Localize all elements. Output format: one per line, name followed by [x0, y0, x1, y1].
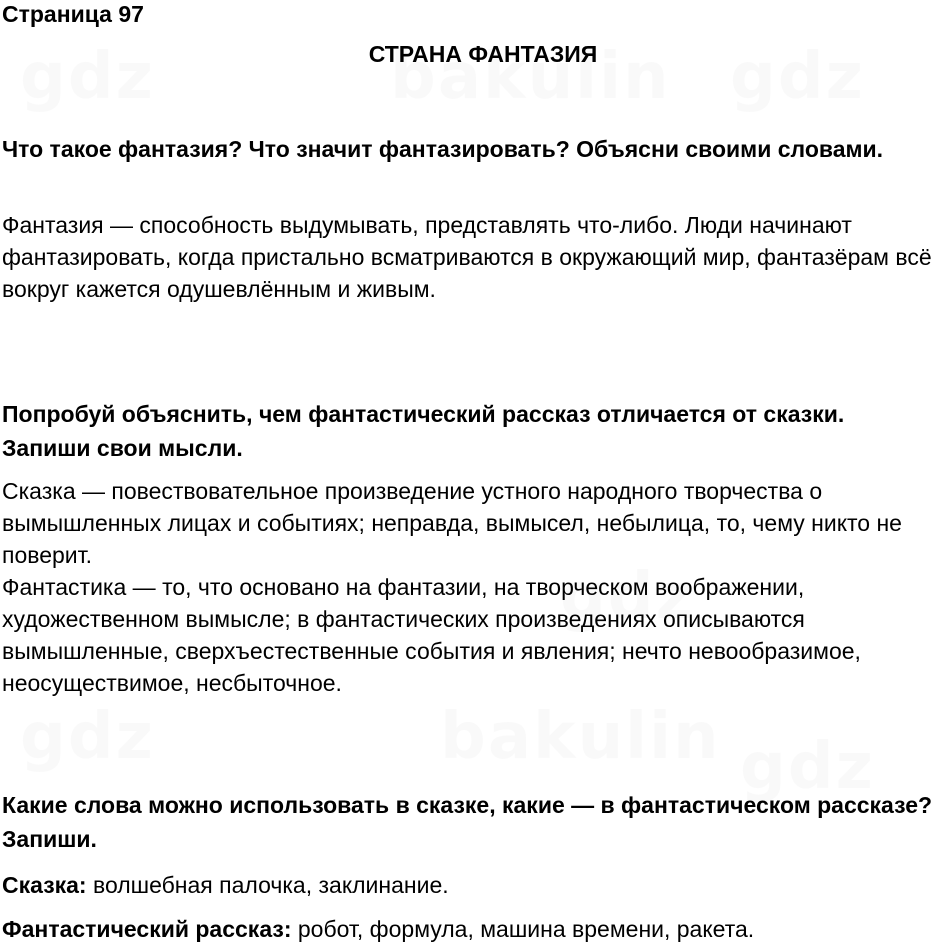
answer-3-text-fantastic: робот, формула, машина времени, ракета.	[291, 916, 755, 942]
page-number-label: Страница 97	[2, 1, 144, 27]
question-3: Какие слова можно использовать в сказке, какие — в фантастическом рассказе? Запиши.	[2, 792, 933, 852]
answer-1	[2, 209, 932, 305]
answer-3-text-skazka: волшебная палочка, заклинание.	[86, 872, 449, 898]
watermark-gdz	[20, 700, 155, 774]
answer-2	[2, 475, 932, 699]
question-1: Что такое фантазия? Что значит фантазировать? Объясни своими словами.	[2, 136, 884, 162]
answer-2-paragraph-skazka: Сказка — повествовательное произведение устного народного творчества о вымышленных лицах и событиях; неправда, вымысел, небылица, то, чему никто не поверит.	[2, 478, 902, 568]
answer-2-paragraph-fantastika: Фантастика — то, что основано на фантазии, на творческом воображении, художественном вымысле; в фантастических произведениях описываются вымышленные, сверхъестественные события и явления; нечто невообразимое, неосуществимое, несбыточное.	[2, 574, 861, 696]
page-title: СТРАНА ФАНТАЗИЯ	[368, 41, 598, 67]
answer-3-line-2	[2, 913, 932, 945]
answer-1-paragraph: Фантазия — способность выдумывать, представлять что-либо. Люди начинают фантазировать, когда пристально всматриваются в окружающий мир, фантазёрам всё вокруг кажется одушевлённым и живым.	[2, 212, 932, 302]
answer-3-term-skazka: Сказка:	[2, 872, 87, 898]
watermark-bakulin	[440, 700, 721, 774]
answer-3-line-1	[2, 869, 932, 901]
answer-3-term-fantastic: Фантастический рассказ:	[2, 916, 292, 942]
question-2: Попробуй объяснить, чем фантастический рассказ отличается от сказки. Запиши свои мысли.	[2, 401, 845, 461]
